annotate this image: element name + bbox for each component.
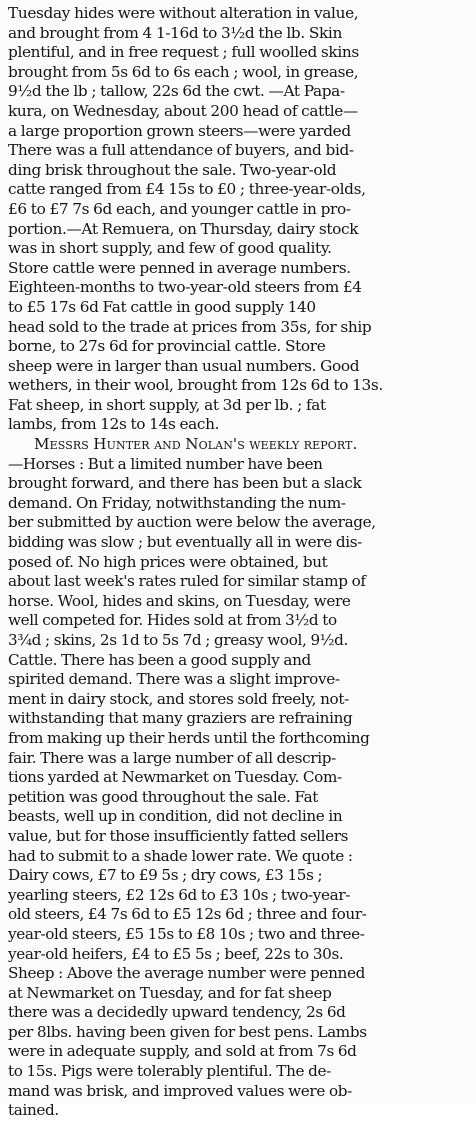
text-line: lambs, from 12s to 14s each. — [8, 415, 220, 434]
text-line: ment in dairy stock, and stores sold freely, not- — [8, 689, 349, 708]
paragraph-hunter-nolan-report — [8, 435, 470, 1121]
text-line: demand. On Friday, notwithstanding the num- — [8, 493, 346, 512]
text-line: horse. Wool, hides and skins, on Tuesday, were — [8, 591, 351, 610]
text-line: value, but for those insufficiently fatted sellers — [8, 826, 349, 845]
text-line: bidding was slow ; but eventually all in were dis- — [8, 533, 362, 552]
text-line: tions yarded at Newmarket on Tuesday. Com- — [8, 768, 342, 787]
text-line: to £5 17s 6d Fat cattle in good supply 140 — [8, 297, 316, 316]
text-line: and brought from 4 1-16d to 3½d the lb. Skin — [8, 23, 342, 42]
text-line: yearling steers, £2 12s 6d to £3 10s ; two-year- — [8, 885, 351, 904]
text-line: well competed for. Hides sold at from 3½d to — [8, 611, 337, 630]
text-line: Dairy cows, £7 to £9 5s ; dry cows, £3 15s ; — [8, 866, 323, 885]
text-line: plentiful, and in free request ; full woolled skins — [8, 43, 359, 62]
text-line: Store cattle were penned in average numbers. — [8, 258, 351, 277]
text-line: Eighteen-months to two-year-old steers from £4 — [8, 278, 362, 297]
text-line: to 15s. Pigs were tolerably plentiful. The de- — [8, 1062, 331, 1081]
text-line: brought from 5s 6d to 6s each ; wool, in grease, — [8, 62, 359, 81]
text-line: spirited demand. There was a slight improve- — [8, 670, 340, 689]
text-line: beasts, well up in condition, did not decline in — [8, 807, 343, 826]
text-line: wethers, in their wool, brought from 12s 6d to 13s. — [8, 376, 383, 395]
text-line: were in adequate supply, and sold at from 7s 6d — [8, 1042, 357, 1061]
text-line: had to submit to a shade lower rate. We quote : — [8, 846, 353, 865]
text-line: old steers, £4 7s 6d to £5 12s 6d ; three and four- — [8, 905, 367, 924]
text-line: about last week's rates ruled for similar stamp of — [8, 572, 366, 591]
paragraph-market-report — [8, 4, 470, 435]
text-line: was in short supply, and few of good quality. — [8, 239, 332, 258]
text-line: from making up their herds until the forthcoming — [8, 728, 370, 747]
text-line: posed of. No high prices were obtained, but — [8, 552, 328, 571]
text-line: year-old heifers, £4 to £5 5s ; beef, 22s to 30s. — [8, 944, 344, 963]
text-line: year-old steers, £5 15s to £8 10s ; two and three- — [8, 924, 365, 943]
report-heading: Messrs Hunter and Nolan's weekly report. — [34, 435, 358, 454]
text-line: there was a decidedly upward tendency, 2s 6d — [8, 1003, 346, 1022]
text-line: petition was good throughout the sale. Fat — [8, 787, 319, 806]
text-line: 9½d the lb ; tallow, 22s 6d the cwt. —At Papa- — [8, 82, 345, 101]
text-line: catte ranged from £4 15s to £0 ; three-year-olds, — [8, 180, 366, 199]
text-line: £6 to £7 7s 6d each, and younger cattle in pro- — [8, 199, 351, 218]
text-line: per 8lbs. having been given for best pens. Lambs — [8, 1022, 367, 1041]
text-line: Sheep : Above the average number were penned — [8, 964, 365, 983]
text-line: at Newmarket on Tuesday, and for fat sheep — [8, 983, 332, 1002]
text-line: portion.—At Remuera, on Thursday, dairy stock — [8, 219, 359, 238]
text-line: kura, on Wednesday, about 200 head of cattle— — [8, 101, 358, 120]
text-line: tained. — [8, 1101, 59, 1120]
text-line: fair. There was a large number of all descrip- — [8, 748, 336, 767]
text-line: 3¾d ; skins, 2s 1d to 5s 7d ; greasy wool, 9½d. — [8, 631, 348, 649]
text-line: withstanding that many graziers are refraining — [8, 709, 353, 728]
text-line: ber submitted by auction were below the average, — [8, 513, 376, 532]
text-line: sheep were in larger than usual numbers. Good — [8, 356, 360, 375]
text-line: There was a full attendance of buyers, and bid- — [8, 141, 354, 160]
text-line: Tuesday hides were without alteration in value, — [8, 4, 359, 22]
text-line: head sold to the trade at prices from 35s, for ship — [8, 317, 372, 336]
text-line: brought forward, and there has been but a slack — [8, 474, 362, 493]
text-line: Cattle. There has been a good supply and — [8, 650, 311, 669]
text-line: borne, to 27s 6d for provincial cattle. Store — [8, 337, 326, 356]
text-line: —Horses : But a limited number have been — [8, 454, 323, 473]
text-line: mand was brisk, and improved values were ob- — [8, 1081, 352, 1100]
text-line: a large proportion grown steers—were yarded — [8, 121, 351, 140]
text-line: ding brisk throughout the sale. Two-year-old — [8, 160, 337, 179]
text-line: Fat sheep, in short supply, at 3d per lb. ; fat — [8, 395, 326, 414]
report-heading-line — [8, 435, 470, 455]
